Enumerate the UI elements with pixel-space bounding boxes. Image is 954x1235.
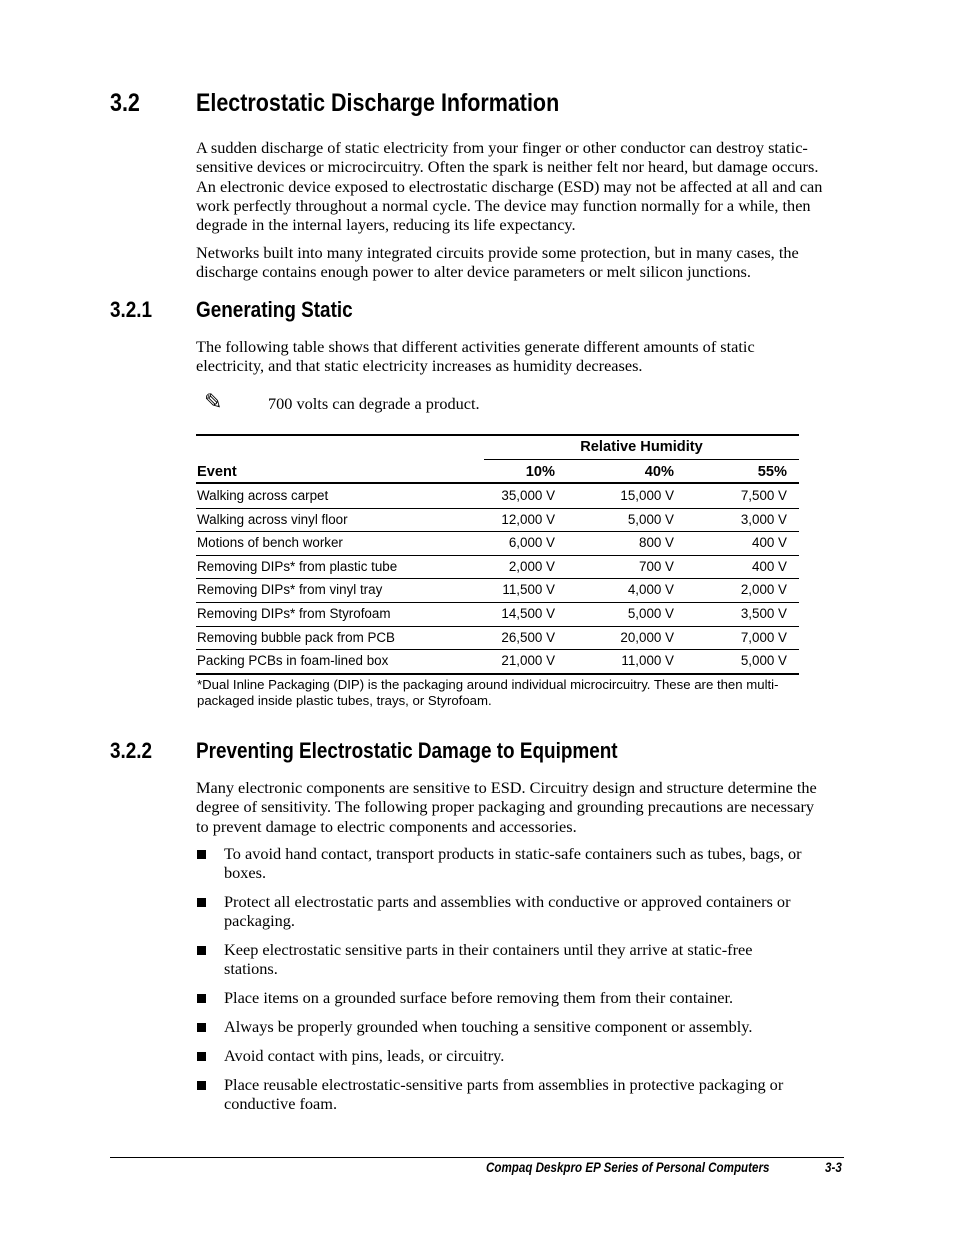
table-cell: 15,000 V (620, 488, 674, 503)
list-item (196, 1017, 806, 1036)
note-text: 700 volts can degrade a product. (268, 394, 480, 413)
table-cell: 700 V (639, 558, 674, 574)
footer-title: Compaq Deskpro EP Series of Personal Computers (486, 1160, 770, 1175)
subsection-number: 3.2.1 (110, 297, 153, 322)
table-cell: 5,000 V (627, 606, 674, 621)
table-row (196, 626, 799, 651)
table-top-rule (196, 434, 799, 436)
list-item-text: Keep electrostatic sensitive parts in their containers until they arrive at static-free stations. (224, 940, 753, 979)
subsection-title: Generating Static (196, 297, 353, 322)
list-item-text: Place reusable electrostatic-sensitive parts from assemblies in protective packaging or conductive foam. (224, 1074, 784, 1113)
list-item (196, 988, 806, 1007)
table-cell: 2,000 V (740, 582, 787, 598)
list-item-text: Protect all electrostatic parts and assemblies with conductive or approved containers or packaging. (224, 892, 791, 931)
table-row (196, 555, 799, 580)
table-cell: Removing bubble pack from PCB (197, 629, 395, 645)
preventing-damage-paragraph: Many electronic components are sensitive to ESD. Circuitry design and structure determine the degree of sensitivity. The following proper packaging and grounding precautions are necessary to prevent damage to electric components and accessories. (196, 778, 817, 836)
table-row (196, 602, 799, 627)
table-cell: 3,500 V (740, 606, 787, 621)
pencil-icon: ✎ (204, 390, 223, 415)
bullet-square-icon (197, 1081, 206, 1090)
intro-paragraph-2: Networks built into many integrated circuits provide some protection, but in many cases, the discharge contains enough power to alter device parameters or melt silicon junctions. (196, 243, 799, 282)
table-cell: 5,000 V (627, 511, 674, 527)
bullet-square-icon (197, 850, 206, 859)
bullet-square-icon (197, 898, 206, 907)
list-item (196, 940, 806, 979)
column-header-event: Event (197, 464, 237, 480)
table-cell: Removing DIPs* from Styrofoam (197, 606, 391, 621)
list-item-text: To avoid hand contact, transport products in static-safe containers such as tubes, bags, or boxes. (224, 844, 802, 883)
table-row (196, 484, 799, 509)
table-row (196, 531, 799, 556)
table-cell: 11,500 V (502, 582, 555, 598)
table-row (196, 578, 799, 603)
table-cell: 2,000 V (508, 558, 555, 574)
list-item (196, 892, 806, 931)
table-cell: Motions of bench worker (197, 535, 343, 551)
subsection-heading-generating-static (110, 297, 353, 323)
table-cell: 6,000 V (508, 535, 555, 551)
table-row (196, 508, 799, 533)
table-cell: 26,500 V (501, 629, 555, 645)
list-item (196, 844, 806, 883)
table-cell: 20,000 V (620, 629, 674, 645)
section-heading (110, 89, 560, 118)
precautions-list (196, 844, 806, 1113)
table-cell: 12,000 V (501, 511, 555, 527)
table-cell: 3,000 V (740, 511, 787, 527)
table-cell: 800 V (639, 535, 674, 551)
list-item-text: Avoid contact with pins, leads, or circuitry. (224, 1045, 505, 1065)
table-cell: Walking across vinyl floor (197, 511, 348, 527)
generating-static-paragraph: The following table shows that different activities generate different amounts of static electricity, and that static electricity increases as humidity decreases. (196, 337, 755, 376)
section-number: 3.2 (110, 89, 140, 117)
page-number: 3-3 (825, 1160, 842, 1175)
list-item (196, 1075, 806, 1114)
list-item-text: Always be properly grounded when touching a sensitive component or assembly. (224, 1017, 753, 1037)
bullet-square-icon (197, 946, 206, 955)
table-cell: 400 V (752, 535, 787, 551)
table-cell: 5,000 V (740, 653, 787, 669)
table-cell: 7,000 V (740, 629, 787, 645)
table-cell: 14,500 V (501, 606, 555, 621)
list-item-text: Place items on a grounded surface before removing them from their container. (224, 988, 734, 1008)
group-header-rule (484, 459, 799, 460)
subsection-heading-preventing-damage (110, 738, 618, 764)
table-cell: Removing DIPs* from plastic tube (197, 558, 398, 574)
table-cell: Walking across carpet (197, 488, 329, 503)
table-footnote: *Dual Inline Packaging (DIP) is the packaging around individual microcircuitry. These are then multi-packaged inside plastic tubes, trays, or Styrofoam. (197, 677, 779, 708)
bullet-square-icon (197, 1052, 206, 1061)
footer-rule (110, 1157, 844, 1158)
table-cell: Removing DIPs* from vinyl tray (197, 582, 383, 598)
table-cell: 35,000 V (501, 488, 555, 503)
section-title: Electrostatic Discharge Information (196, 89, 560, 117)
bullet-square-icon (197, 1023, 206, 1032)
intro-paragraph-1: A sudden discharge of static electricity from your finger or other conductor can destroy static-sensitive devices or microcircuitry. Often the spark is neither felt nor heard, but damage occurs. An electronic device exposed to electrostatic discharge (ESD) may not be affected at all and can work perfectly throughout a normal cycle. The device may function normally for a while, then degrade in the internal layers, reducing its life expectancy. (196, 138, 823, 235)
subsection-number: 3.2.2 (110, 738, 153, 763)
table-row (196, 649, 799, 675)
table-cell: 11,000 V (621, 653, 674, 669)
list-item (196, 1046, 806, 1065)
table-cell: 400 V (752, 558, 787, 574)
table-cell: Packing PCBs in foam-lined box (197, 653, 389, 669)
table-cell: 7,500 V (740, 488, 787, 503)
bullet-square-icon (197, 994, 206, 1003)
column-header-55: 55% (757, 464, 787, 480)
column-header-40: 40% (644, 464, 674, 480)
subsection-title: Preventing Electrostatic Damage to Equipment (196, 738, 618, 763)
group-header-relative-humidity: Relative Humidity (580, 439, 703, 455)
column-header-10: 10% (525, 464, 555, 480)
table-cell: 4,000 V (627, 582, 674, 598)
table-cell: 21,000 V (501, 653, 555, 669)
